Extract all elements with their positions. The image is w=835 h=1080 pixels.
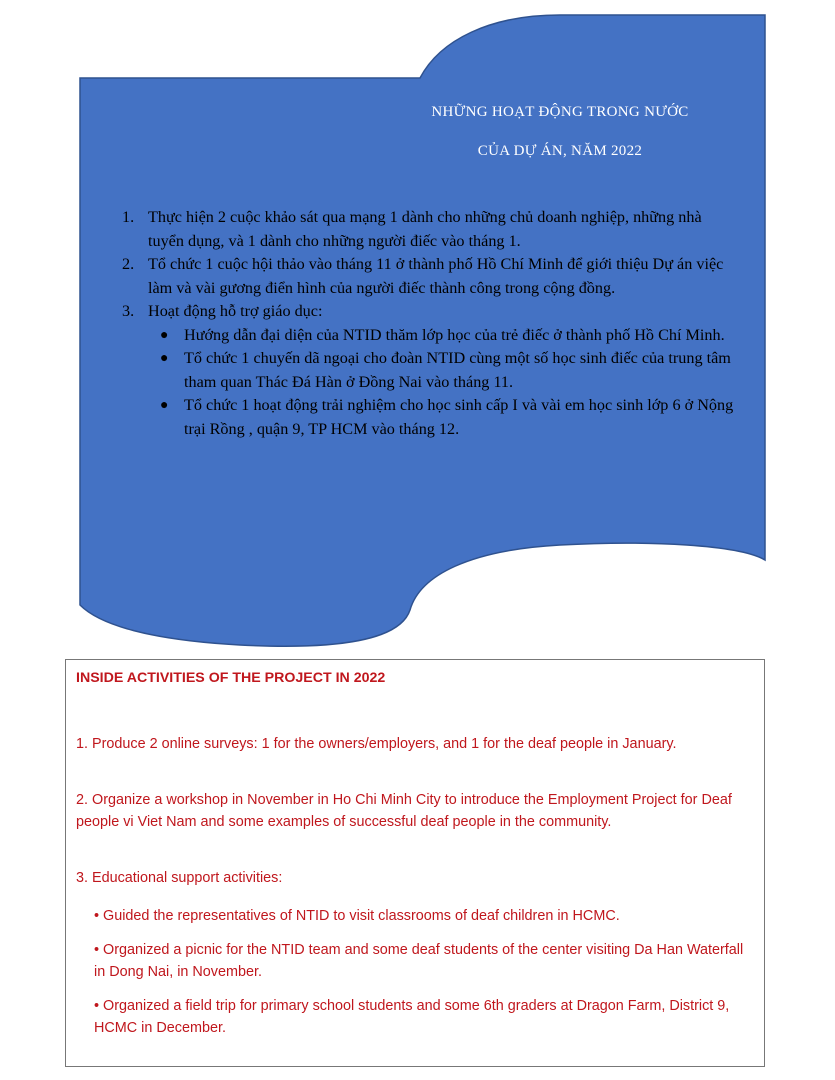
bullet-icon: ● xyxy=(160,351,169,366)
vn-list-item xyxy=(100,253,740,300)
sub-item-text: Hướng dẫn đại diện của NTID thăm lớp học của trẻ điếc ở thành phố Hồ Chí Minh. xyxy=(184,325,725,344)
sub-item-text: Tổ chức 1 hoạt động trải nghiệm cho học sinh cấp I và vài em học sinh lớp 6 ở Nộng trại Rồng , quận 9, TP HCM vào tháng 12. xyxy=(184,396,734,438)
english-item-1: 1. Produce 2 online surveys: 1 for the owners/employers, and 1 for the deaf people in January. xyxy=(76,736,677,752)
english-activities-box xyxy=(65,659,765,1067)
bullet-icon: ● xyxy=(160,327,169,343)
english-item-2: 2. Organize a workshop in November in Ho Chi Minh City to introduce the Employment Project for Deaf people vi Viet Nam and some examples of successful deaf people in the community. xyxy=(76,792,732,830)
vn-sub-item xyxy=(100,347,740,394)
bullet-icon: ● xyxy=(160,398,169,413)
english-sub-item-3: • Organized a field trip for primary school students and some 6th graders at Dragon Farm, District 9, HCMC in December. xyxy=(94,998,730,1036)
list-number: 2. xyxy=(122,255,135,273)
banner-title-line2: CỦA DỰ ÁN, NĂM 2022 xyxy=(477,143,643,159)
list-number: 3. xyxy=(122,302,135,320)
list-item-text: Tổ chức 1 cuộc hội thảo vào tháng 11 ở thành phố Hồ Chí Minh để giới thiệu Dự án việc làm và vài gương điển hình của người điếc thành công trong cộng đồng. xyxy=(148,255,724,297)
list-item-text: Hoạt động hỗ trợ giáo dục: xyxy=(148,302,323,320)
sub-item-text: Tổ chức 1 chuyến dã ngoại cho đoàn NTID cùng một số học sinh điếc của trung tâm tham quan Thác Đá Hàn ở Đồng Nai vào tháng 11. xyxy=(184,349,731,391)
english-title: INSIDE ACTIVITIES OF THE PROJECT IN 2022 xyxy=(76,670,386,686)
banner-title-line1: NHỮNG HOẠT ĐỘNG TRONG NƯỚC xyxy=(431,104,689,120)
vn-sub-item xyxy=(100,324,740,348)
english-item-3: 3. Educational support activities: xyxy=(76,870,283,886)
english-sub-item-2: • Organized a picnic for the NTID team and some deaf students of the center visiting Da Han Waterfall in Dong Nai, in November. xyxy=(94,942,744,980)
english-sub-item-1: • Guided the representatives of NTID to visit classrooms of deaf children in HCMC. xyxy=(94,908,620,924)
list-number: 1. xyxy=(122,208,135,226)
list-item-text: Thực hiện 2 cuộc khảo sát qua mạng 1 dành cho những chủ doanh nghiệp, những nhà tuyển dụng, và 1 dành cho những người điếc vào tháng 1. xyxy=(148,208,702,250)
vn-list-item xyxy=(100,300,740,324)
vn-list-item xyxy=(100,206,740,253)
vn-sub-item xyxy=(100,394,740,441)
vietnamese-activity-list xyxy=(100,206,740,441)
